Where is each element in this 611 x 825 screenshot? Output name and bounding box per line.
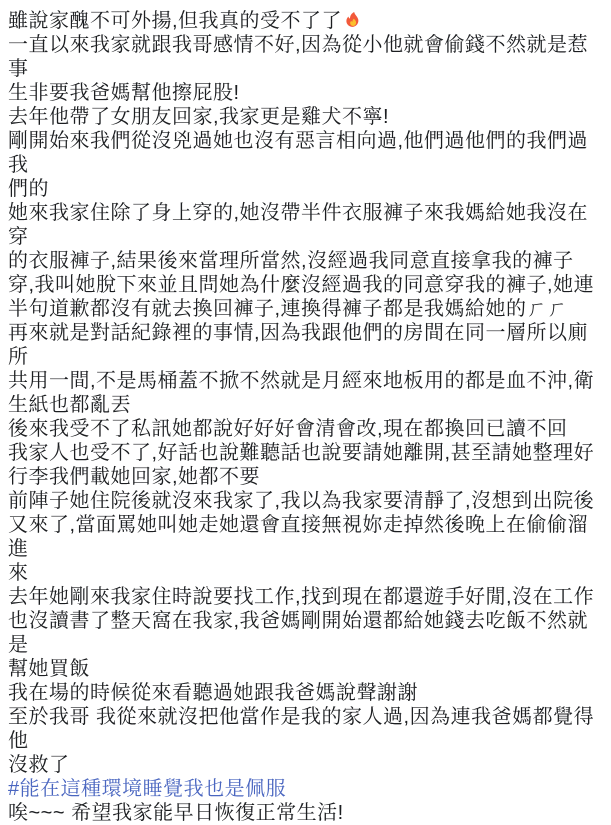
post-line: 來 xyxy=(8,562,29,584)
post-line: 也沒讀書了整天窩在我家,我爸媽剛開始還都給她錢去吃飯不然就是 xyxy=(8,610,589,656)
post-line: 們的 xyxy=(8,178,49,200)
post-line: 唉~~~ 希望我家能早日恢復正常生活! xyxy=(8,802,344,824)
post-line: 穿,我叫她脫下來並且問她為什麼沒經過我的同意穿我的褲子,她連 xyxy=(8,274,595,296)
post-line: 至於我哥 我從來就沒把他當作是我的家人過,因為連我爸媽都覺得他 xyxy=(8,706,595,752)
post-line: 共用一間,不是馬桶蓋不掀不然就是月經來地板用的都是血不沖,衛 xyxy=(8,370,595,392)
post-line: 的衣服褲子,結果後來當理所當然,沒經過我同意直接拿我的褲子 xyxy=(8,250,574,272)
post-line: 生紙也都亂丟 xyxy=(8,394,131,416)
post-line: 幫她買飯 xyxy=(8,658,90,680)
post-line: 行李我們載她回家,她都不要 xyxy=(8,466,261,488)
post-line: 前陣子她住院後就沒來我家了,我以為我家要清靜了,沒想到出院後 xyxy=(8,490,595,512)
post-line: 生非要我爸媽幫他擦屁股! xyxy=(8,82,240,104)
post-line: 再來就是對話紀錄裡的事情,因為我跟他們的房間在同一層所以廁所 xyxy=(8,322,589,368)
fire-emoji-icon xyxy=(344,11,363,30)
post-line: 雖說家醜不可外揚,但我真的受不了了 xyxy=(8,9,606,33)
post-line: 我家人也受不了,好話也說難聽話也說要請她離開,甚至請她整理好 xyxy=(8,442,595,464)
post-line xyxy=(8,777,606,801)
post-line: 去年他帶了女朋友回家,我家更是雞犬不寧! xyxy=(8,106,390,128)
post-line: 又來了,當面罵她叫她走她還會直接無視妳走掉然後晚上在偷偷溜進 xyxy=(8,514,589,560)
post-line: 一直以來我家就跟我哥感情不好,因為從小他就會偷錢不然就是惹事 xyxy=(8,34,589,80)
post-line: 我在場的時候從來看聽過她跟我爸媽說聲謝謝 xyxy=(8,682,418,704)
post-line: 去年她剛來我家住時說要找工作,找到現在都還遊手好閒,沒在工作 xyxy=(8,586,595,608)
hashtag-link[interactable]: #能在這種環境睡覺我也是佩服 xyxy=(8,778,287,800)
post-line: 後來我受不了私訊她都說好好好會清會改,現在都換回已讀不回 xyxy=(8,418,568,440)
post-line: 半句道歉都沒有就去換回褲子,連換得褲子都是我媽給她的ㄏㄏ xyxy=(8,298,568,320)
post-line: 剛開始來我們從沒兇過她也沒有惡言相向過,他們過他們的我們過我 xyxy=(8,130,589,176)
post-line: 她來我家住除了身上穿的,她沒帶半件衣服褲子來我媽給她我沒在穿 xyxy=(8,202,589,248)
post-line: 沒救了 xyxy=(8,754,70,776)
